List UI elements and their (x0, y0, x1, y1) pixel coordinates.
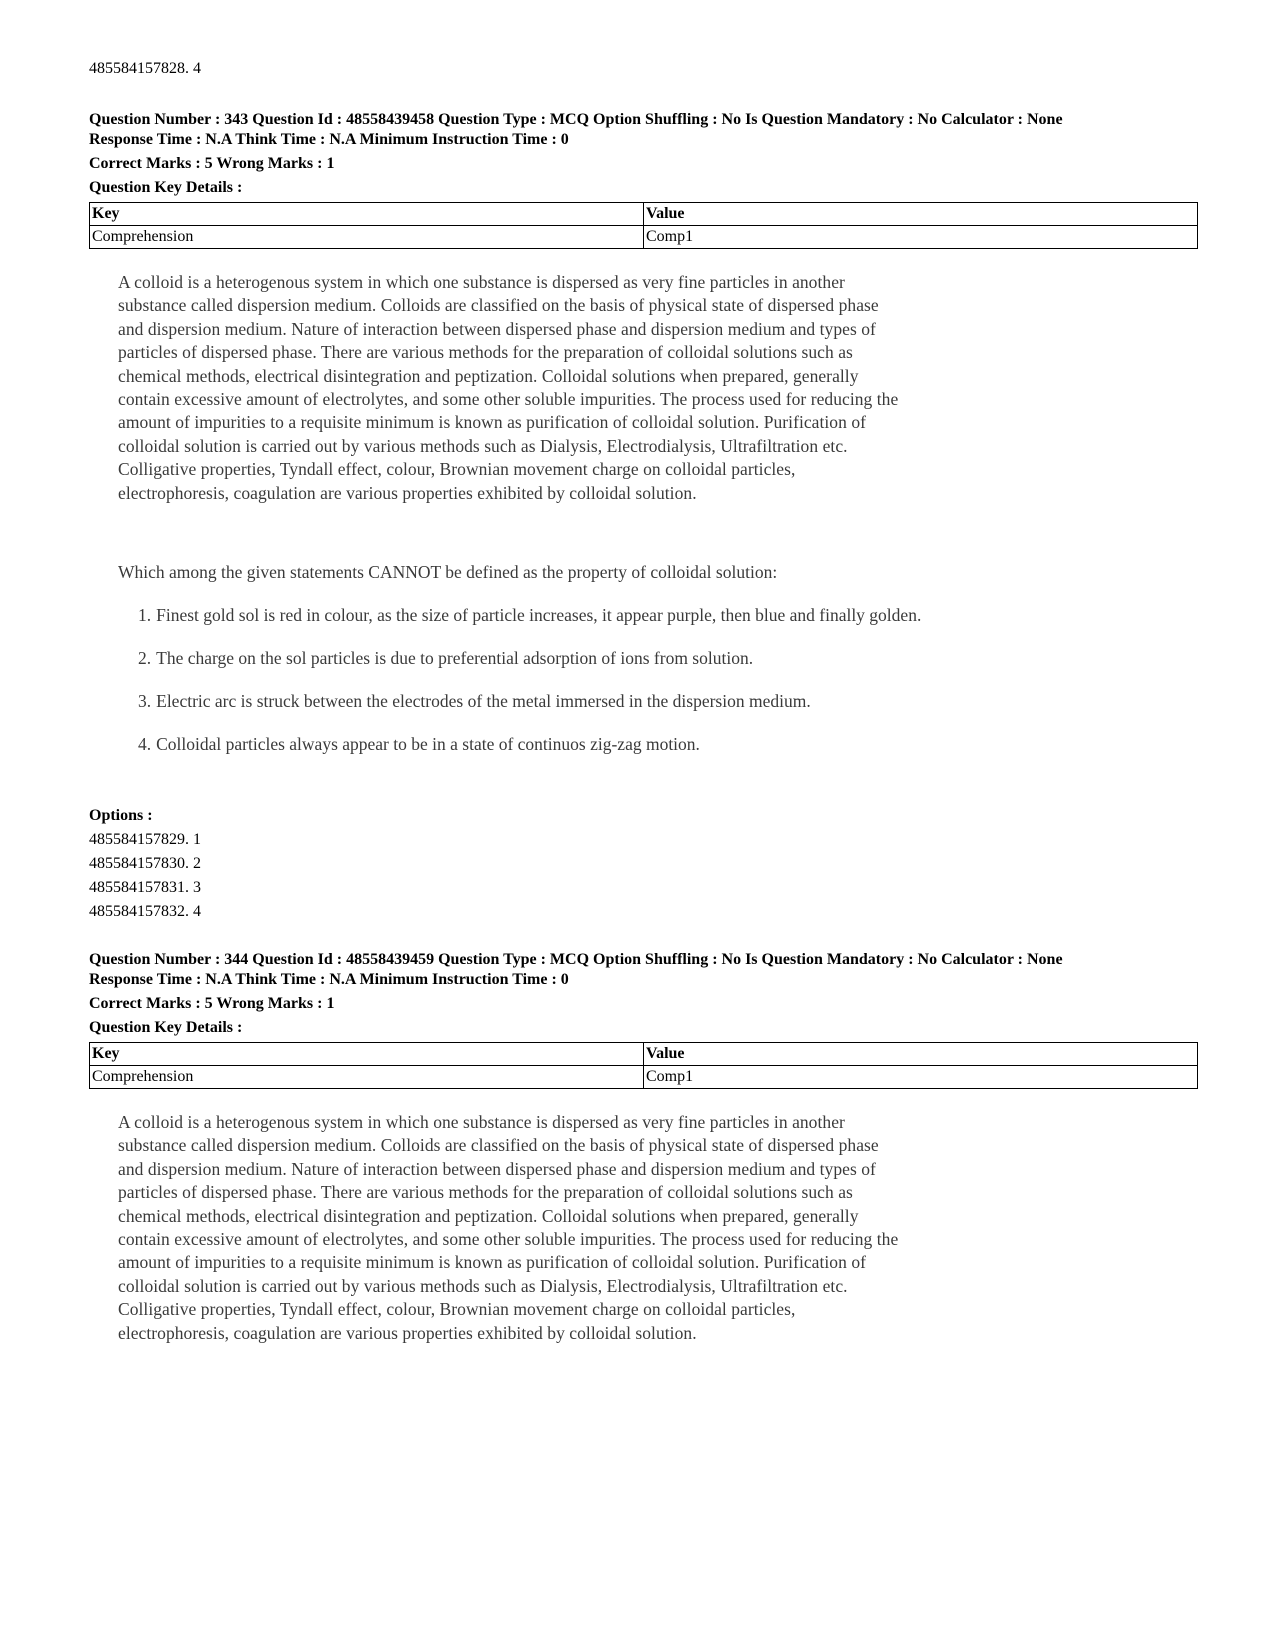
passage-line: colloidal solution is carried out by various methods such as Dialysis, Electrodialysis, Ultrafiltration etc. (118, 1275, 848, 1296)
key-column-header: Key (90, 1043, 644, 1066)
statement-text: Finest gold sol is red in colour, as the size of particle increases, it appear purple, then blue and finally golden. (156, 605, 922, 625)
passage-line: and dispersion medium. Nature of interaction between dispersed phase and dispersion medium and types of (118, 1158, 876, 1179)
passage-line: A colloid is a heterogenous system in which one substance is dispersed as very fine particles in another (118, 1112, 845, 1132)
passage-line: chemical methods, electrical disintegration and peptization. Colloidal solutions when prepared, generally (118, 1205, 859, 1226)
key-cell: Comprehension (90, 226, 644, 249)
option-line: 485584157830. 2 (89, 855, 201, 872)
question-text: Which among the given statements CANNOT be defined as the property of colloidal solution: (118, 562, 778, 582)
question-meta-line-1: Question Number : 344 Question Id : 48558439459 Question Type : MCQ Option Shuffling : No Is Question Mandatory : No Calculator : None (89, 951, 1063, 968)
key-column-header: Key (90, 203, 644, 226)
passage-line: contain excessive amount of electrolytes, and some other soluble impurities. The process used for reducing the (118, 1229, 899, 1250)
comprehension-passage-344 (118, 1111, 898, 1345)
statement-list (138, 604, 978, 776)
statement-item (138, 647, 978, 670)
question-key-table (89, 202, 1198, 249)
question-marks: Correct Marks : 5 Wrong Marks : 1 (89, 995, 335, 1012)
passage-line: electrophoresis, coagulation are various properties exhibited by colloidal solution. (118, 1322, 697, 1343)
option-line: 485584157832. 4 (89, 903, 201, 920)
key-table-header-row (90, 203, 1198, 226)
passage-line: electrophoresis, coagulation are various properties exhibited by colloidal solution. (118, 482, 697, 503)
comprehension-passage-343 (118, 271, 898, 505)
statement-number: 1. (138, 605, 152, 625)
statement-item (138, 604, 978, 627)
options-heading: Options : (89, 807, 153, 824)
value-column-header: Value (644, 203, 1198, 226)
passage-line: and dispersion medium. Nature of interaction between dispersed phase and dispersion medium and types of (118, 318, 876, 339)
statement-text: The charge on the sol particles is due to preferential adsorption of ions from solution. (156, 648, 754, 668)
statement-number: 4. (138, 734, 152, 754)
passage-line: amount of impurities to a requisite minimum is known as purification of colloidal solution. Purification of (118, 412, 867, 433)
value-cell: Comp1 (644, 1066, 1198, 1089)
question-key-heading: Question Key Details : (89, 1019, 243, 1036)
question-key-heading: Question Key Details : (89, 179, 243, 196)
statement-item (138, 733, 978, 756)
passage-line: Colligative properties, Tyndall effect, colour, Brownian movement charge on colloidal particles, (118, 459, 796, 480)
question-key-table (89, 1042, 1198, 1089)
options-block (89, 804, 201, 924)
statement-number: 3. (138, 691, 152, 711)
key-table-row (90, 1066, 1198, 1089)
value-column-header: Value (644, 1043, 1198, 1066)
passage-line: particles of dispersed phase. There are various methods for the preparation of colloidal solutions such as (118, 1182, 853, 1203)
passage-line: contain excessive amount of electrolytes, and some other soluble impurities. The process used for reducing the (118, 389, 899, 410)
question-343-header (89, 110, 1189, 249)
passage-line: amount of impurities to a requisite minimum is known as purification of colloidal solution. Purification of (118, 1252, 867, 1273)
value-cell: Comp1 (644, 226, 1198, 249)
key-table-row (90, 226, 1198, 249)
question-344-header (89, 950, 1189, 1089)
option-line: 485584157831. 3 (89, 879, 201, 896)
passage-line: A colloid is a heterogenous system in which one substance is dispersed as very fine particles in another (118, 272, 845, 292)
key-cell: Comprehension (90, 1066, 644, 1089)
passage-line: colloidal solution is carried out by various methods such as Dialysis, Electrodialysis, Ultrafiltration etc. (118, 435, 848, 456)
passage-line: particles of dispersed phase. There are various methods for the preparation of colloidal solutions such as (118, 342, 853, 363)
previous-option-line: 485584157828. 4 (89, 60, 201, 77)
passage-line: substance called dispersion medium. Colloids are classified on the basis of physical state of dispersed phase (118, 295, 879, 316)
question-meta-line-2: Response Time : N.A Think Time : N.A Minimum Instruction Time : 0 (89, 971, 569, 988)
passage-line: chemical methods, electrical disintegration and peptization. Colloidal solutions when prepared, generally (118, 365, 859, 386)
statement-text: Colloidal particles always appear to be in a state of continuos zig-zag motion. (156, 734, 700, 754)
question-marks: Correct Marks : 5 Wrong Marks : 1 (89, 155, 335, 172)
question-meta-line-1: Question Number : 343 Question Id : 48558439458 Question Type : MCQ Option Shuffling : No Is Question Mandatory : No Calculator : None (89, 111, 1063, 128)
key-table-header-row (90, 1043, 1198, 1066)
option-line: 485584157829. 1 (89, 831, 201, 848)
statement-number: 2. (138, 648, 152, 668)
question-meta-line-2: Response Time : N.A Think Time : N.A Minimum Instruction Time : 0 (89, 131, 569, 148)
passage-line: substance called dispersion medium. Colloids are classified on the basis of physical state of dispersed phase (118, 1135, 879, 1156)
statement-text: Electric arc is struck between the electrodes of the metal immersed in the dispersion medium. (156, 691, 811, 711)
statement-item (138, 690, 978, 713)
passage-line: Colligative properties, Tyndall effect, colour, Brownian movement charge on colloidal particles, (118, 1299, 796, 1320)
